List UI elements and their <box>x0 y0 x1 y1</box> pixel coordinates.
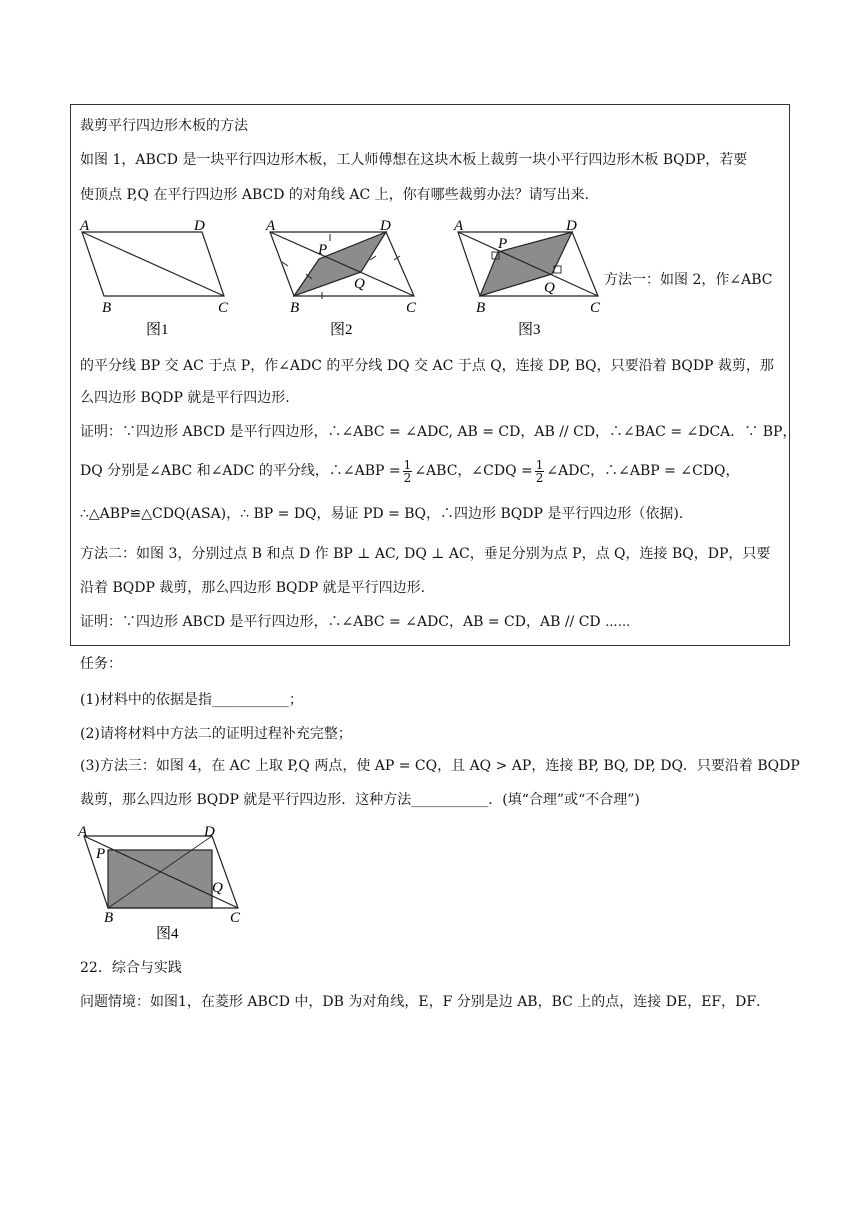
method2-line-b: 沿着 BQDP 裁剪，那么四边形 BQDP 就是平行四边形. <box>80 580 426 596</box>
figure-4 <box>74 822 254 942</box>
proof1-b-part3: ∠ADC，∴∠ABP = ∠CDQ， <box>546 463 740 479</box>
fig3-shaded-bqdp <box>480 232 572 296</box>
fig3-caption: 图3 <box>518 322 541 338</box>
fraction-num-1: 1 <box>403 457 412 472</box>
fraction-num-2: 1 <box>535 457 544 472</box>
fig3-label-a: A <box>454 218 464 234</box>
fig2-label-d: D <box>380 218 391 234</box>
method1-line-a: 方法一：如图 2，作∠ABC <box>604 272 773 288</box>
fig2-shaded-bqdp <box>294 232 386 296</box>
fig1-label-d: D <box>194 218 205 234</box>
fig3-label-b: B <box>476 300 486 316</box>
fig2-diagonal <box>270 232 414 296</box>
fig1-label-b: B <box>102 300 112 316</box>
fig1-diagonal <box>82 232 224 296</box>
proof2-line: 证明：∵四边形 ABCD 是平行四边形，∴∠ABC = ∠ADC，AB = CD，AB // CD ⋯⋯ <box>80 614 631 630</box>
fig3-label-d: D <box>566 218 577 234</box>
proof1-b-part2: ∠ABC，∠CDQ = <box>414 463 533 479</box>
figure-3 <box>453 218 601 338</box>
fraction-half-1 <box>403 459 413 484</box>
method1-line-b: 的平分线 BP 交 AC 于点 P，作∠ADC 的平分线 DQ 交 AC 于点 Q，连接 DP, BQ，只要沿着 BQDP 裁剪，那 <box>80 358 774 374</box>
proof1-line-b <box>80 456 740 486</box>
fraction-den-2: 2 <box>535 470 544 485</box>
task-3-line-b: 裁剪，那么四边形 BQDP 就是平行四边形．这种方法___________．(填“合理”或“不合理”) <box>80 792 640 808</box>
method2-line-a: 方法二：如图 3，分别过点 B 和点 D 作 BP ⊥ AC, DQ ⊥ AC，垂足分别为点 P，点 Q，连接 BQ，DP，只要 <box>80 546 771 562</box>
figure-1 <box>79 218 229 338</box>
figures-1-3 <box>74 214 614 342</box>
fig4-shaded-bqdp <box>108 850 212 908</box>
fig4-label-d: D <box>204 824 215 840</box>
fig3-diagonal <box>458 232 598 296</box>
fig1-label-c: C <box>218 300 229 316</box>
fig1-caption: 图1 <box>146 322 169 338</box>
tasks-heading: 任务： <box>80 656 122 672</box>
fig3-label-q: Q <box>544 280 555 296</box>
task-2: (2)请将材料中方法二的证明过程补充完整； <box>80 726 352 742</box>
fig4-label-q: Q <box>212 880 223 896</box>
fraction-half-2 <box>535 459 545 484</box>
fig3-label-c: C <box>590 300 601 316</box>
fig2-label-q: Q <box>354 276 365 292</box>
fig2-label-p: P <box>318 242 328 258</box>
proof1-line-a: 证明：∵四边形 ABCD 是平行四边形，∴∠ABC = ∠ADC, AB = CD，AB // CD，∴∠BAC = ∠DCA．∵ BP， <box>80 424 797 440</box>
material-title: 裁剪平行四边形木板的方法 <box>80 118 248 134</box>
fig4-label-b: B <box>104 910 114 926</box>
task-3-line-a: (3)方法三：如图 4，在 AC 上取 P,Q 两点，使 AP = CQ，且 AQ > AP，连接 BP, BQ, DP, DQ．只要沿着 BQDP <box>80 758 800 774</box>
fig2-caption: 图2 <box>330 322 353 338</box>
method1-line-c: 么四边形 BQDP 就是平行四边形. <box>80 390 290 406</box>
proof1-b-part1: DQ 分别是∠ABC 和∠ADC 的平分线，∴∠ABP = <box>80 463 401 479</box>
fig1-label-a: A <box>80 218 90 234</box>
fig2-label-a: A <box>266 218 276 234</box>
fig2-label-c: C <box>406 300 417 316</box>
intro-line-1: 如图 1，ABCD 是一块平行四边形木板，工人师傅想在这块木板上裁剪一块小平行四边形木板 BQDP，若要 <box>80 152 748 168</box>
figure-2 <box>265 218 417 338</box>
question-22-context: 问题情境：如图1，在菱形 ABCD 中，DB 为对角线，E，F 分别是边 AB，BC 上的点，连接 DE，EF，DF． <box>80 994 771 1010</box>
task-1: (1)材料中的依据是指___________； <box>80 692 303 708</box>
fraction-den-1: 2 <box>403 470 412 485</box>
proof1-line-c: ∴△ABP≌△CDQ(ASA)，∴ BP = DQ，易证 PD = BQ，∴四边形 BQDP 是平行四边形（依据). <box>80 506 684 522</box>
fig3-label-p: P <box>498 236 508 252</box>
fig2-label-b: B <box>290 300 300 316</box>
fig4-label-a: A <box>78 824 88 840</box>
fig4-caption: 图4 <box>156 926 179 942</box>
question-22-title: 22．综合与实践 <box>80 960 182 976</box>
intro-line-2: 使顶点 P,Q 在平行四边形 ABCD 的对角线 AC 上，你有哪些裁剪办法？请写出来. <box>80 187 590 203</box>
fig4-label-p: P <box>96 846 106 862</box>
fig4-label-c: C <box>230 910 241 926</box>
